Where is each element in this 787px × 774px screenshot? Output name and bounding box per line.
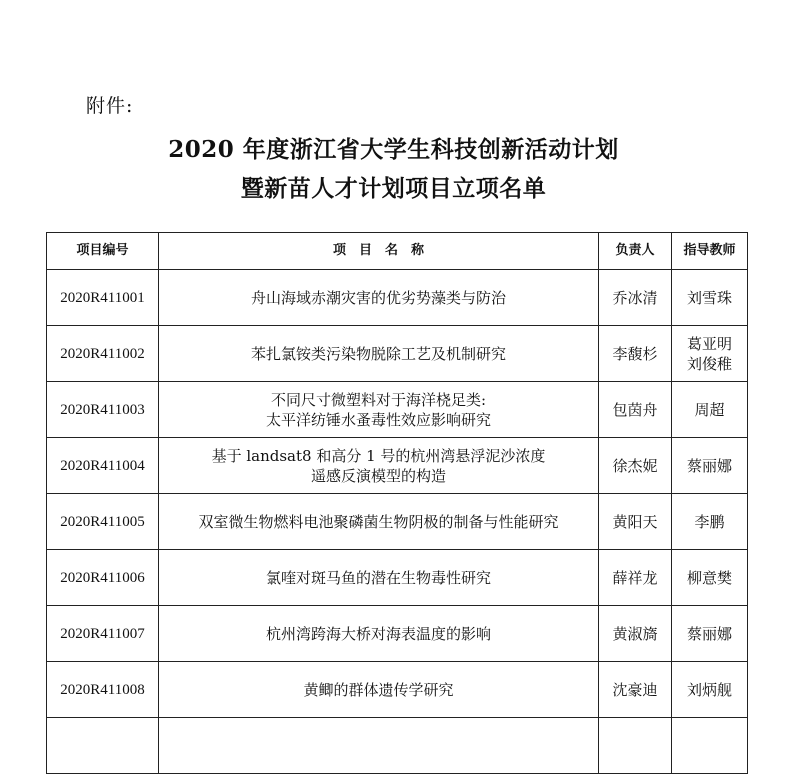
advisor-cell: [672, 606, 748, 662]
advisor-cell: [672, 270, 748, 326]
project-name-line: 舟山海域赤潮灾害的优劣势藻类与防治: [250, 288, 506, 307]
leader-cell: 薛祥龙: [599, 550, 672, 606]
project-name-line: 杭州湾跨海大桥对海表温度的影响: [265, 624, 491, 643]
advisor-name: 蔡丽娜: [686, 624, 732, 643]
empty-cell: [599, 718, 672, 774]
project-code-cell: 2020R411002: [47, 326, 159, 382]
leader-cell: 徐杰妮: [599, 438, 672, 494]
attachment-label: 附件:: [86, 95, 134, 117]
project-name-cell: [159, 438, 599, 494]
table-row: [47, 326, 748, 382]
project-name-line: 基于 landsat8 和高分 1 号的杭州湾悬浮泥沙浓度: [211, 446, 546, 465]
project-name-line: 苯扎氯铵类污染物脱除工艺及机制研究: [250, 344, 506, 363]
advisor-name: 刘俊稚: [686, 354, 732, 373]
table-row: [47, 550, 748, 606]
page-title-line-2: 暨新苗人才计划项目立项名单: [240, 175, 547, 202]
leader-cell: 沈豪迪: [599, 662, 672, 718]
advisor-cell: [672, 326, 748, 382]
table-row-cut-off: [47, 718, 748, 774]
table-row: [47, 662, 748, 718]
project-code-cell: 2020R411004: [47, 438, 159, 494]
header-leader: 负责人: [599, 233, 672, 270]
project-list-table: [46, 232, 748, 774]
leader-cell: 包茵舟: [599, 382, 672, 438]
project-name-cell: [159, 606, 599, 662]
table-header-row: [47, 233, 748, 270]
advisor-cell: [672, 494, 748, 550]
project-code-cell: 2020R411001: [47, 270, 159, 326]
advisor-name: 葛亚明: [686, 334, 732, 353]
project-name-line: 氯喹对斑马鱼的潜在生物毒性研究: [265, 568, 491, 587]
advisor-name: 蔡丽娜: [686, 456, 732, 475]
header-project-name: 项 目 名 称: [159, 233, 599, 270]
project-name-cell: [159, 270, 599, 326]
header-project-code: 项目编号: [47, 233, 159, 270]
advisor-name: 刘雪珠: [686, 288, 732, 307]
empty-cell: [47, 718, 159, 774]
page-title-line-1: 2020 年度浙江省大学生科技创新活动计划: [168, 136, 619, 163]
empty-cell: [672, 718, 748, 774]
project-name-cell: [159, 326, 599, 382]
project-code-cell: 2020R411008: [47, 662, 159, 718]
project-code-cell: 2020R411006: [47, 550, 159, 606]
advisor-name: 刘炳舰: [686, 680, 732, 699]
project-code-cell: 2020R411005: [47, 494, 159, 550]
leader-cell: 黄淑旖: [599, 606, 672, 662]
advisor-cell: [672, 438, 748, 494]
advisor-cell: [672, 382, 748, 438]
project-name-line: 黄鲫的群体遗传学研究: [303, 680, 454, 699]
project-name-line: 太平洋纺锤水蚤毒性效应影响研究: [265, 410, 491, 429]
table-row: [47, 270, 748, 326]
advisor-name: 李鹏: [694, 512, 725, 531]
project-name-cell: [159, 382, 599, 438]
advisor-cell: [672, 662, 748, 718]
project-name-line: 双室微生物燃料电池聚磷菌生物阴极的制备与性能研究: [198, 512, 559, 531]
advisor-name: 柳意樊: [686, 568, 732, 587]
advisor-name: 周超: [694, 400, 725, 419]
header-advisor: 指导教师: [672, 233, 748, 270]
project-name-cell: [159, 494, 599, 550]
advisor-cell: [672, 550, 748, 606]
project-name-cell: [159, 662, 599, 718]
table-row: [47, 606, 748, 662]
table-row: [47, 382, 748, 438]
table-row: [47, 438, 748, 494]
project-name-line: 不同尺寸微塑料对于海洋桡足类:: [270, 390, 487, 409]
leader-cell: 黄阳天: [599, 494, 672, 550]
leader-cell: 乔冰清: [599, 270, 672, 326]
project-name-line: 遥感反演模型的构造: [310, 466, 446, 485]
empty-cell: [159, 718, 599, 774]
table-row: [47, 494, 748, 550]
leader-cell: 李馥杉: [599, 326, 672, 382]
project-name-cell: [159, 550, 599, 606]
project-code-cell: 2020R411003: [47, 382, 159, 438]
project-code-cell: 2020R411007: [47, 606, 159, 662]
